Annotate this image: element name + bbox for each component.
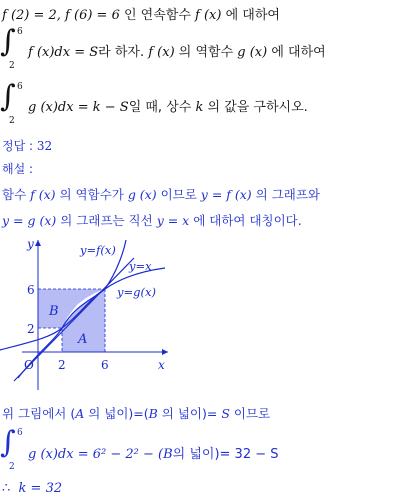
- problem-line-2: f (x)dx = S라 하자. f (x) 의 역함수 g (x) 에 대하여: [28, 45, 326, 60]
- explanation-line-1: 함수 f (x) 의 역함수가 g (x) 이므로 y = f (x) 의 그래프와: [2, 187, 321, 202]
- label-y-equals-gx: y=g(x): [117, 285, 156, 299]
- explanation-line-3: 위 그림에서 (A 의 넓이)=(B 의 넓이)= S 이므로: [2, 406, 271, 421]
- lower-limit-2: 2: [9, 116, 15, 126]
- problem-line-3: g (x)dx = k − S일 때, 상수 k 의 값을 구하시오.: [28, 100, 308, 115]
- y-axis-arrow: [35, 240, 41, 246]
- region-A-label: A: [78, 332, 88, 347]
- integral-sign-2: ∫: [0, 79, 16, 114]
- conclusion-line: ∴ k = 32: [2, 481, 63, 496]
- tick-label-x-6: 6: [101, 358, 109, 372]
- explanation-line-4: g (x)dx = 6² − 2² − (B의 넓이)= 32 − S: [28, 447, 279, 462]
- label-y-equals-fx: y=f(x): [80, 243, 116, 257]
- upper-limit-1: 6: [17, 27, 23, 37]
- tick-label-y-6: 6: [27, 283, 35, 297]
- x-axis-arrow: [162, 349, 168, 355]
- explanation-line-2: y = g (x) 의 그래프는 직선 y = x 에 대하여 대칭이다.: [2, 213, 302, 228]
- given-values: f (2) = 2, f (6) = 6: [2, 8, 120, 23]
- y-axis-label: y: [27, 237, 34, 251]
- answer-value: 32: [36, 139, 53, 153]
- integral-sign-1: ∫: [0, 24, 16, 59]
- inverse-function-graph: [0, 232, 190, 392]
- origin-label: O: [24, 358, 34, 372]
- final-answer: k = 32: [18, 481, 63, 496]
- upper-limit-3: 6: [17, 428, 23, 438]
- upper-limit-2: 6: [17, 82, 23, 92]
- lower-limit-3: 2: [9, 462, 15, 472]
- answer-line: 정답 : 32: [2, 139, 53, 153]
- problem-line-1: f (2) = 2, f (6) = 6 인 연속함수 f (x) 에 대하여: [2, 8, 280, 23]
- integral-sign-3: ∫: [0, 425, 16, 460]
- tick-label-y-2: 2: [27, 322, 35, 336]
- explanation-label: 해설 :: [2, 162, 34, 176]
- lower-limit-1: 2: [9, 61, 15, 71]
- label-y-equals-x: y=x: [129, 259, 152, 273]
- tick-label-x-2: 2: [58, 358, 66, 372]
- region-B-label: B: [49, 304, 59, 319]
- x-axis-label: x: [158, 358, 165, 372]
